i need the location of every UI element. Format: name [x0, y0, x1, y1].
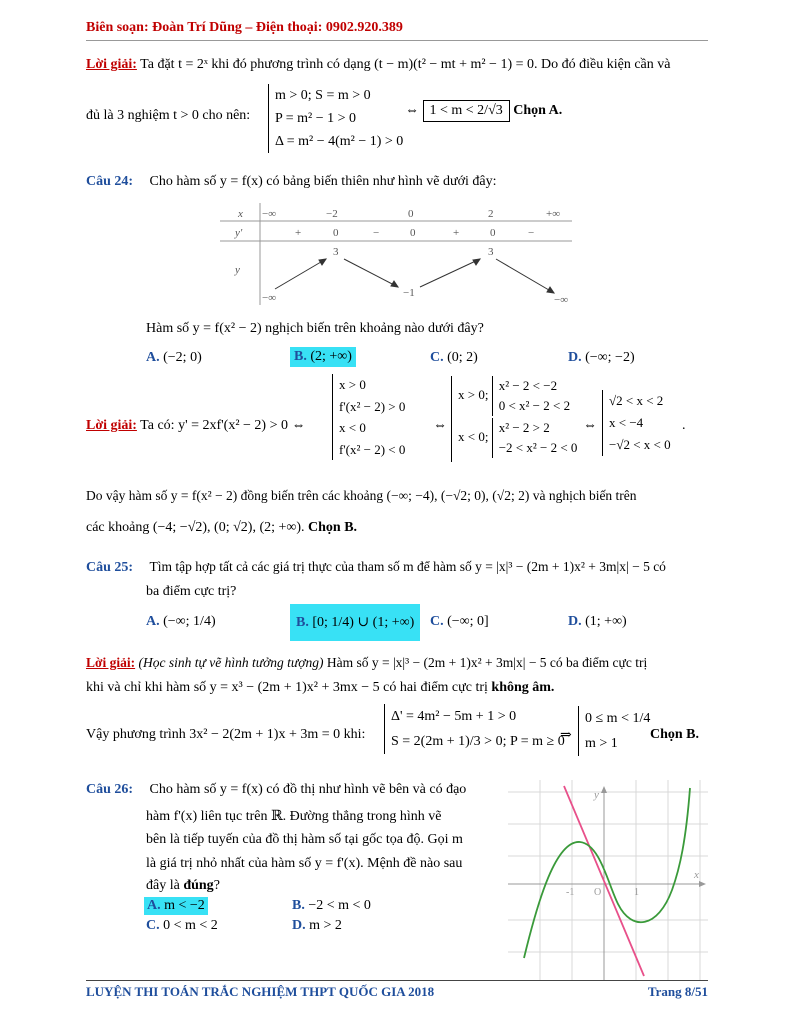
q24-option-a[interactable] — [146, 350, 202, 366]
q26-text: là giá trị nhỏ nhất của hàm số y = f'(x). Mệnh đề nào sau — [146, 856, 463, 871]
option-key: D. — [292, 918, 306, 933]
q26-text: ? — [213, 878, 220, 893]
option-text: 0 < m < 2 — [163, 918, 218, 933]
sys-sub — [492, 418, 578, 458]
sys-line: Δ' = 4m² − 5m + 1 > 0 — [391, 709, 517, 724]
q24-variation-table — [220, 203, 572, 305]
q25-option-a[interactable] — [146, 614, 216, 630]
option-text: (1; +∞) — [585, 614, 627, 629]
sys-line: x² − 2 < −2 — [498, 378, 558, 393]
sol24-label: Lời giải: — [86, 418, 137, 433]
q26-text: Cho hàm số y = f(x) có đồ thị như hình vẽ bên và có đạo — [149, 782, 467, 797]
q26-label: Câu 26: — [86, 782, 134, 797]
option-text: (−∞; 1/4) — [163, 614, 216, 629]
bbt-yp-val: − — [373, 227, 380, 239]
page-header: Biên soạn: Đoàn Trí Dũng – Điện thoại: 0902.920.389 — [86, 20, 403, 35]
bbt-yp-val: 0 — [490, 227, 496, 239]
option-key: A. — [147, 898, 161, 913]
sol25-text2b: không âm. — [491, 680, 555, 695]
q25-option-b[interactable] — [290, 604, 420, 641]
sol25-arrow: ⇒ — [560, 728, 572, 743]
sol24-period: . — [682, 418, 686, 433]
option-text: (0; 2) — [447, 350, 478, 365]
q25-text2: ba điểm cực trị? — [146, 584, 237, 599]
sol25-text1b: Hàm số y = |x|³ − (2m + 1)x² + 3m|x| − 5 có ba điểm cực trị — [326, 655, 648, 670]
tick-label: -1 — [566, 887, 575, 898]
q25-option-c[interactable] — [430, 614, 489, 630]
sol24-concl1: Do vậy hàm số y = f(x² − 2) đồng biến trên các khoảng (−∞; −4), (−√2; 0), (√2; 2) và nghịch biến trên — [86, 488, 637, 503]
sys-line: x² − 2 > 2 — [498, 420, 550, 435]
header-divider — [86, 40, 708, 41]
sol23-result-row: ⇔ 1 < m < 2/√3 Chọn A. — [405, 100, 562, 122]
sol25-text1a: (Học sinh tự vẽ hình tưởng tượng) — [138, 655, 324, 670]
q26-line1 — [86, 782, 466, 798]
option-key: D. — [568, 614, 582, 629]
sys-line: 0 ≤ m < 1/4 — [585, 711, 651, 726]
bbt-yp-val: + — [295, 227, 302, 239]
option-key: C. — [146, 918, 160, 933]
sol23-system — [268, 84, 403, 153]
option-key: B. — [296, 615, 309, 630]
sol25-line1 — [86, 655, 647, 671]
sol25-line2 — [86, 680, 554, 696]
q26-text: hàm f'(x) liên tục trên ℝ. Đường thẳng trong hình vẽ — [146, 809, 442, 824]
bbt-yp-val: 0 — [410, 227, 416, 239]
bbt-yp-val: − — [528, 227, 535, 239]
option-key: D. — [568, 350, 582, 365]
sys-line: f'(x² − 2) < 0 — [339, 441, 406, 457]
tick-label: 1 — [634, 887, 639, 898]
sol25-result — [578, 706, 650, 756]
sol23-line2 — [86, 108, 250, 124]
option-key: B. — [292, 898, 305, 913]
sol23-sys-line: Δ = m² − 4(m² − 1) > 0 — [275, 134, 404, 149]
q24-option-b[interactable] — [290, 347, 356, 367]
sol24-choose: Chọn B. — [308, 520, 358, 535]
sol23-text2: đủ là 3 nghiệm t > 0 cho nên: — [86, 108, 251, 123]
sol24-system3 — [602, 390, 671, 456]
sol24-system2 — [451, 376, 577, 462]
q24-text: Cho hàm số y = f(x) có bảng biến thiên như hình vẽ dưới đây: — [149, 174, 497, 189]
function-curve — [524, 788, 690, 958]
bbt-x-val: 0 — [408, 208, 414, 220]
sys-line: x < −4 — [609, 415, 644, 430]
sys-line: m > 1 — [585, 736, 618, 751]
option-text: −2 < m < 0 — [308, 898, 371, 913]
bbt-y-val: −∞ — [262, 292, 277, 304]
sys-line: S = 2(2m + 1)/3 > 0; P = m ≥ 0 — [391, 734, 565, 749]
sys-cond: x < 0; — [458, 428, 489, 444]
sol25-text2a: khi và chỉ khi hàm số y = x³ − (2m + 1)x² + 3mx − 5 có hai điểm cực trị — [86, 680, 488, 695]
sys-sub — [492, 376, 570, 416]
q26-option-b[interactable] — [292, 898, 371, 914]
option-key: A. — [146, 614, 160, 629]
option-key: A. — [146, 350, 160, 365]
sol23-sys-line: m > 0; S = m > 0 — [275, 88, 371, 103]
option-key: C. — [430, 614, 444, 629]
sol24-system1 — [332, 374, 405, 460]
q25-option-d[interactable] — [568, 614, 627, 630]
sys-line: −√2 < x < 0 — [609, 437, 671, 452]
sol24-lead-row — [86, 418, 305, 434]
q26-option-a[interactable] — [144, 897, 208, 915]
q24-question: Hàm số y = f(x² − 2) nghịch biến trên khoảng nào dưới đây? — [146, 321, 484, 336]
origin-label: O — [594, 887, 602, 898]
bbt-y-val: 3 — [333, 246, 339, 258]
footer-divider — [86, 980, 708, 981]
option-text: (−2; 0) — [163, 350, 202, 365]
sol23-line1 — [86, 57, 670, 73]
sys-line: x > 0 — [339, 377, 366, 392]
sol23-text1: Ta đặt t = 2ˣ khi đó phương trình có dạng (t − m)(t² − mt + m² − 1) = 0. Do đó điều kiện cần và — [140, 57, 671, 72]
option-key: C. — [430, 350, 444, 365]
bbt-y-val: −1 — [403, 287, 415, 299]
sys-cond: x > 0; — [458, 386, 489, 402]
q26-option-c[interactable] — [146, 918, 218, 934]
sol24-arrow1: ⇔ — [433, 418, 447, 433]
footer-title: LUYỆN THI TOÁN TRẮC NGHIỆM THPT QUỐC GIA 2018 — [86, 984, 435, 999]
bbt-y-label: y — [235, 264, 240, 276]
bbt-x-val: 2 — [488, 208, 494, 220]
bbt-x-label: x — [238, 208, 243, 220]
option-text: (2; +∞) — [310, 349, 352, 364]
q25-text1: Tìm tập hợp tất cả các giá trị thực của tham số m để hàm số y = |x|³ − (2m + 1)x² + 3m|x| − 5 có — [149, 559, 666, 574]
q25-line1 — [86, 559, 666, 576]
bbt-yp-label: y' — [235, 227, 243, 239]
bbt-y-val: 3 — [488, 246, 494, 258]
q24-line — [86, 174, 496, 190]
bbt-x-val: −∞ — [262, 208, 277, 220]
q26-graph — [508, 780, 708, 980]
page-number: Trang 8/51 — [647, 984, 708, 999]
sol24-concl2-row — [86, 520, 357, 536]
q26-text: đây là — [146, 878, 180, 893]
bbt-yp-val: + — [453, 227, 460, 239]
bbt-x-val: −2 — [326, 208, 338, 220]
option-text: m < −2 — [164, 898, 205, 913]
q25-label: Câu 25: — [86, 560, 134, 575]
x-axis-label: x — [694, 869, 699, 881]
option-key: B. — [294, 349, 307, 364]
q24-option-c[interactable] — [430, 350, 478, 366]
q24-label: Câu 24: — [86, 174, 134, 189]
sol25-label: Lời giải: — [86, 655, 136, 670]
option-text: m > 2 — [309, 918, 342, 933]
sol24-lead: Ta có: y' = 2xf'(x² − 2) > 0 ⇔ — [140, 418, 306, 433]
sol23-result-box: 1 < m < 2/√3 — [423, 100, 510, 122]
bbt-yp-val: 0 — [333, 227, 339, 239]
q26-text: bên là tiếp tuyến của đồ thị hàm số tại gốc tọa độ. Gọi m — [146, 832, 463, 847]
sol24-concl2: các khoảng (−4; −√2), (0; √2), (2; +∞). — [86, 520, 305, 535]
option-text: (−∞; −2) — [585, 350, 635, 365]
sol23-sys-line: P = m² − 1 > 0 — [275, 111, 357, 126]
sys-line: f'(x² − 2) > 0 — [339, 398, 406, 414]
sys-line: −2 < x² − 2 < 0 — [498, 440, 578, 455]
bbt-x-val: +∞ — [546, 208, 561, 220]
option-text: (−∞; 0] — [447, 614, 489, 629]
y-axis-label: y — [594, 789, 599, 801]
q26-text-bold: đúng — [183, 878, 214, 893]
option-text: [0; 1/4) ∪ (1; +∞) — [312, 615, 415, 630]
sol23-label: Lời giải: — [86, 57, 137, 72]
sol25-text3: Vậy phương trình 3x² − 2(2m + 1)x + 3m = 0 khi: — [86, 727, 366, 742]
sol24-arrow2: ⇔ — [583, 418, 597, 433]
sol23-choose: Chọn A. — [513, 103, 563, 118]
bbt-y-val: −∞ — [554, 294, 569, 305]
sys-line: √2 < x < 2 — [609, 393, 664, 408]
sys-line: x < 0 — [339, 420, 366, 435]
sol25-choose: Chọn B. — [650, 727, 700, 742]
sol25-system — [384, 704, 565, 754]
q26-line5 — [146, 878, 220, 894]
sys-line: 0 < x² − 2 < 2 — [498, 398, 571, 413]
q24-option-d[interactable] — [568, 350, 635, 366]
q26-option-d[interactable] — [292, 918, 342, 934]
